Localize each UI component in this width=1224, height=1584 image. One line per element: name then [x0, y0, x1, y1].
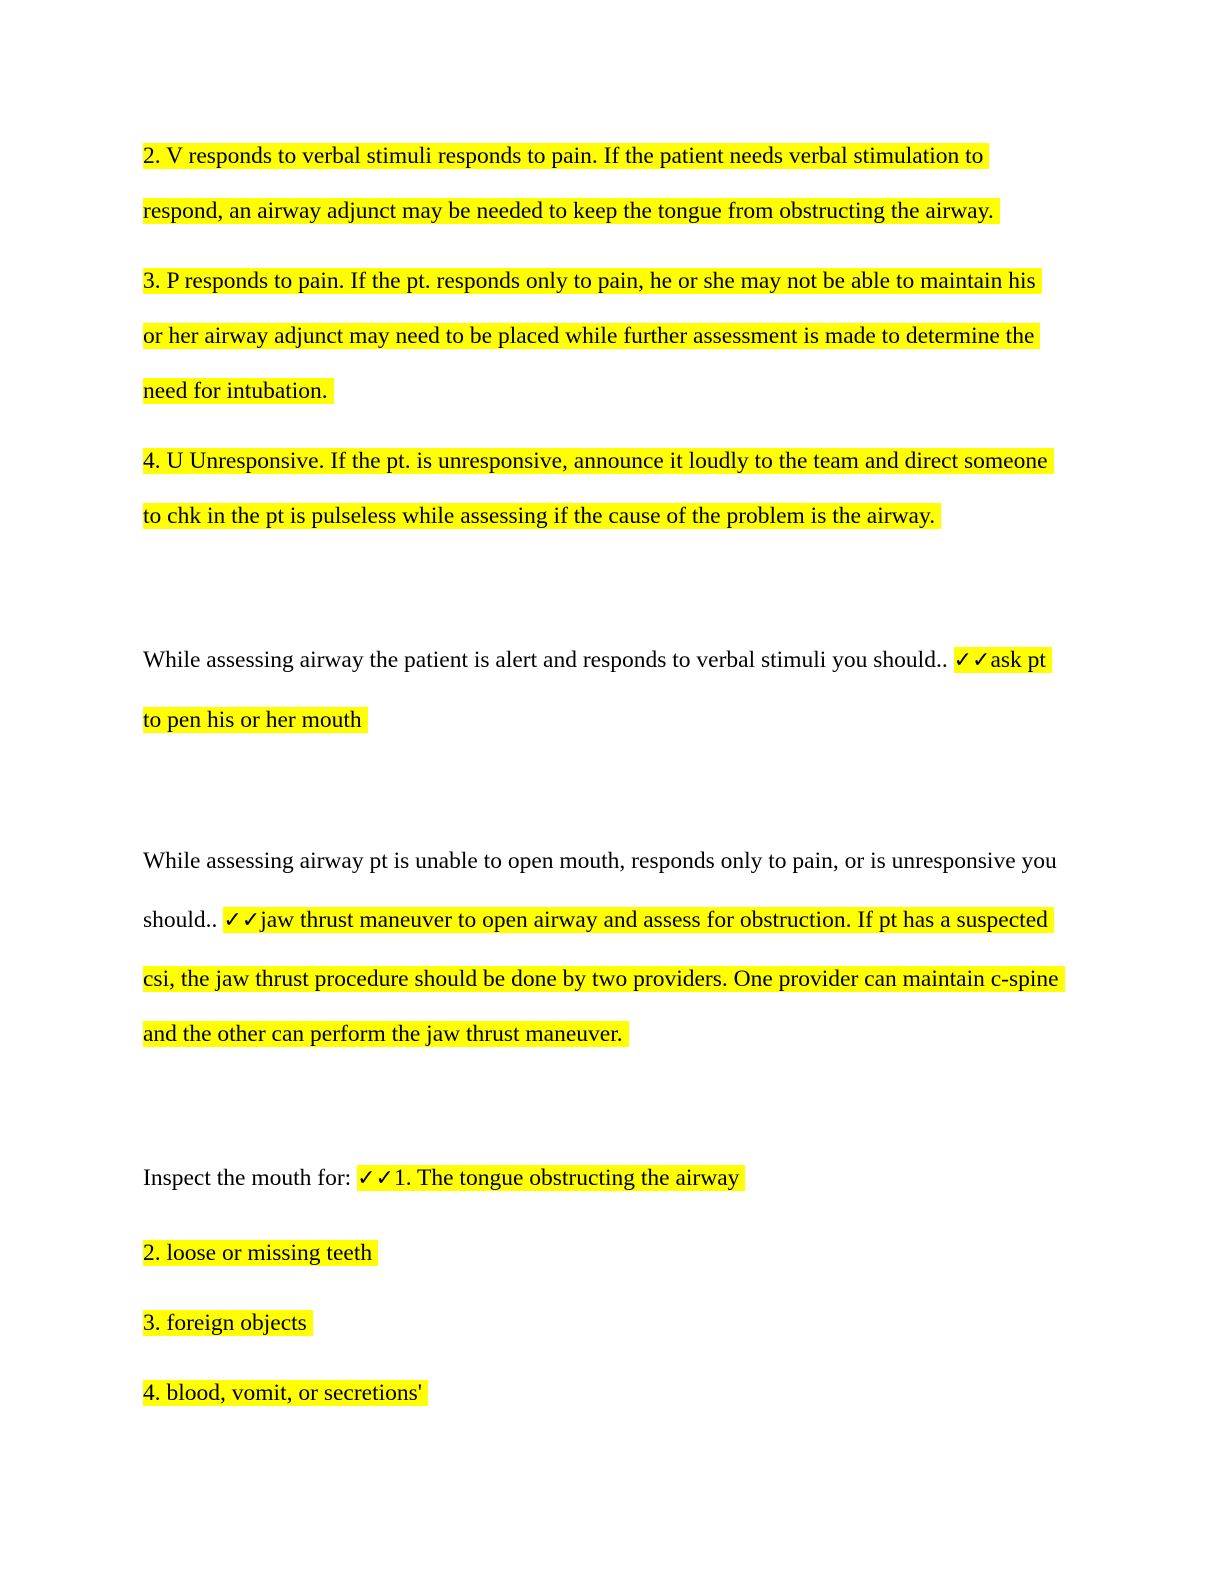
double-check-icon: ✓✓: [223, 908, 261, 933]
list-item: [143, 1378, 428, 1408]
highlighted-text: need for intubation.: [143, 378, 334, 404]
highlighted-text: 2. V responds to verbal stimuli responds to pain. If the patient needs verbal stimulation to: [143, 143, 989, 169]
answer-text: ask pt: [990, 647, 1046, 673]
answer-text: to pen his or her mouth: [143, 707, 368, 733]
text-line: [143, 964, 1065, 994]
answer-highlight: [223, 907, 1054, 933]
list-item: [143, 1308, 313, 1338]
question-line: [143, 1163, 745, 1193]
answer-text: 4. blood, vomit, or secretions': [143, 1380, 428, 1406]
answer-text: 1. The tongue obstructing the airway: [393, 1165, 740, 1191]
answer-text: jaw thrust maneuver to open airway and assess for obstruction. If pt has a suspected: [260, 907, 1048, 933]
text-line: [143, 266, 1042, 296]
question-text: While assessing airway the patient is alert and responds to verbal stimuli you should..: [143, 647, 954, 673]
text-line: [143, 446, 1054, 476]
text-line: [143, 501, 941, 531]
double-check-icon: ✓✓: [357, 1166, 394, 1191]
question-line: [143, 846, 1057, 876]
question-text: While assessing airway pt is unable to open mouth, responds only to pain, or is unresponsive you: [143, 848, 1057, 874]
answer-highlight: [357, 1165, 745, 1191]
answer-text: and the other can perform the jaw thrust maneuver.: [143, 1021, 629, 1047]
answer-text: csi, the jaw thrust procedure should be done by two providers. One provider can maintain c-spine: [143, 966, 1065, 992]
highlighted-text: 3. P responds to pain. If the pt. responds only to pain, he or she may not be able to maintain his: [143, 268, 1042, 294]
highlighted-text: to chk in the pt is pulseless while assessing if the cause of the problem is the airway.: [143, 503, 941, 529]
text-line: [143, 196, 1000, 226]
double-check-icon: ✓✓: [953, 648, 991, 673]
answer-text: 2. loose or missing teeth: [143, 1240, 378, 1266]
text-line: [143, 376, 334, 406]
question-line: [143, 645, 1052, 675]
highlighted-text: or her airway adjunct may need to be placed while further assessment is made to determine the: [143, 323, 1040, 349]
highlighted-text: respond, an airway adjunct may be needed to keep the tongue from obstructing the airway.: [143, 198, 1000, 224]
text-line: [143, 705, 368, 735]
text-line: [143, 321, 1040, 351]
text-line: [143, 141, 989, 171]
highlighted-text: 4. U Unresponsive. If the pt. is unresponsive, announce it loudly to the team and direct someone: [143, 448, 1054, 474]
question-line: [143, 905, 1054, 935]
question-text: should..: [143, 907, 224, 933]
question-text: Inspect the mouth for:: [143, 1165, 358, 1191]
answer-highlight: [954, 647, 1052, 673]
text-line: [143, 1019, 629, 1049]
list-item: [143, 1238, 378, 1268]
answer-text: 3. foreign objects: [143, 1310, 313, 1336]
